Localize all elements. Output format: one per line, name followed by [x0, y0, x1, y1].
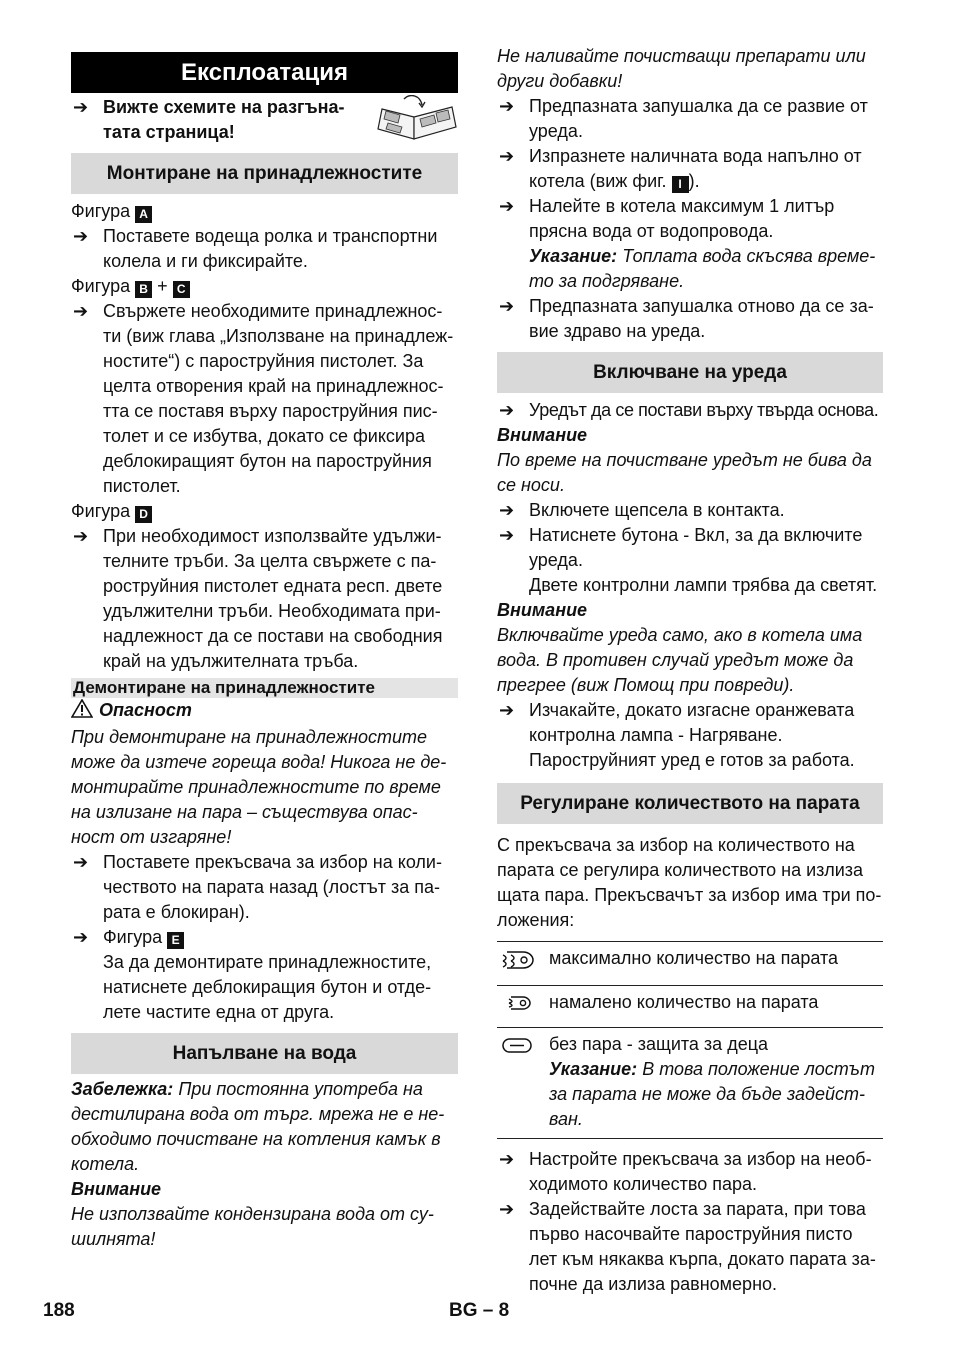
open-book-icon	[376, 95, 458, 148]
steam-intro: С прекъсвача за избор на количеството на парата се регулира количеството на излиза щата пара. Прекъсвачът за избор има три по-ложения:	[497, 835, 882, 930]
steam-row-reduced	[497, 986, 883, 1028]
arrow-icon: ➔	[73, 226, 89, 246]
step-text: Задействайте лоста за парата, при това първо насочвайте пароструйния писто лет към някаква кърпа, докато парата за-почне да излиза равномерно.	[529, 1199, 876, 1294]
figure-letter-a: A	[135, 206, 152, 223]
section-steam-title: Регулиране количеството на парата	[497, 783, 883, 824]
arrow-icon: ➔	[499, 525, 515, 545]
fill-step-pour	[497, 194, 883, 244]
step-text: Предпазната запушалка да се развие от уреда.	[529, 96, 868, 141]
figure-letter-i: I	[672, 176, 689, 193]
figure-bc-ref	[71, 274, 458, 299]
arrow-icon: ➔	[499, 700, 515, 720]
figure-letter-e: E	[167, 932, 184, 949]
demount-step-release: За да демонтирате принадлежностите, натиснете деблокиращия бутон и отде-лете частите една от друга.	[103, 952, 432, 1022]
attention-text-2: Включвайте уреда само, ако в котела има вода. В противен случай уредът може да прегрее (виж Помощ при повреди).	[497, 625, 863, 695]
mount-step-extension	[71, 524, 458, 674]
mount-step-wheels	[71, 224, 458, 274]
on-step-wait	[497, 698, 883, 748]
danger-label: Опасност	[99, 700, 192, 720]
subsection-demount-title: Демонтиране на принадлежностите	[71, 678, 458, 698]
arrow-icon: ➔	[73, 97, 89, 117]
figure-label: Фигура	[71, 276, 131, 296]
arrow-icon: ➔	[73, 301, 89, 321]
arrow-icon: ➔	[499, 1199, 515, 1219]
section-mounting-title: Монтиране на принадлежностите	[71, 153, 458, 194]
page-code: BG – 8	[449, 1300, 510, 1321]
see-figures-line2: тата страница!	[103, 122, 235, 142]
steam-settings-table	[497, 941, 883, 1139]
arrow-icon: ➔	[499, 196, 515, 216]
no-additives-note: Не наливайте почистващи препарати или други добавки!	[497, 46, 866, 91]
note-label: Указание:	[529, 246, 618, 266]
right-column	[497, 44, 883, 1297]
steam-row-off	[497, 1028, 883, 1139]
on-step-plug	[497, 498, 883, 523]
arrow-icon: ➔	[499, 400, 514, 420]
section-power-on-title: Включване на уреда	[497, 352, 883, 393]
steam-off-label: без пара - защита за деца	[549, 1034, 769, 1054]
steam-row-text: намалено количество на парата	[549, 992, 819, 1012]
danger-heading	[71, 698, 458, 725]
step-text: Изчакайте, докато изгасне оранжевата контролна лампа - Нагряване.	[529, 700, 855, 745]
attention-text-1: По време на почистване уредът не бива да се носи.	[497, 450, 872, 495]
note-label: Забележка:	[71, 1079, 174, 1099]
steam-row-text: максимално количество на парата	[549, 948, 839, 968]
arrow-icon: ➔	[73, 927, 89, 947]
figure-letter-c: C	[173, 281, 190, 298]
see-figures-row	[71, 95, 458, 145]
left-column	[71, 44, 458, 1252]
step-text: Налейте в котела максимум 1 литър прясна вода от водопровода.	[529, 196, 835, 241]
note-distilled-water	[71, 1077, 458, 1177]
step-text: Настройте прекъсвача за избор на необ-ходимото количество пара.	[529, 1149, 872, 1194]
steam-row-text	[549, 1032, 883, 1132]
steam-step-set	[497, 1147, 883, 1197]
step-text: Уредът да се постави върху твърда основа.	[529, 400, 879, 420]
figure-label: Фигура	[71, 501, 131, 521]
note-label: Указание:	[549, 1059, 638, 1079]
on-step-lamps: Двете контролни лампи трябва да светят.	[529, 575, 878, 595]
note-text: В това положение лостът за парата не може да бъде задейст-ван.	[549, 1059, 875, 1129]
demount-step-switch	[71, 850, 458, 925]
see-figures-line1: Вижте схемите на разгъна-	[103, 97, 345, 117]
see-figures-note	[71, 95, 363, 145]
arrow-icon: ➔	[499, 1149, 515, 1169]
fill-step-empty	[497, 144, 883, 194]
on-step-ready: Пароструйният уред е готов за работа.	[529, 750, 855, 770]
steam-reduced-icon	[497, 990, 549, 1021]
step-text: Свържете необходимите принадлежнос-ти (виж глава „Използване на принадлеж-ностите“) с пароструйния пистолет. За целта отворения край на принадлежнос-тта се поставя върху пароструйния пис-толет и се избутва, докато се фиксира деблокиращият бутон на пароструйния пистолет.	[103, 301, 454, 496]
figure-label: Фигура	[103, 927, 163, 947]
step-text: Включете щепсела в контакта.	[529, 500, 785, 520]
warning-triangle-icon	[71, 699, 93, 725]
arrow-icon: ➔	[499, 146, 515, 166]
danger-text: При демонтиране на принадлежностите може да изтече гореща вода! Никога не де-монтирайте принадлежностите по време на излизане на пара – съществува опас-ност от изгаряне!	[71, 727, 447, 847]
fill-step-unscrew	[497, 94, 883, 144]
attention-heading: Внимание	[71, 1179, 162, 1199]
on-step-button	[497, 523, 883, 573]
figure-d-ref	[71, 499, 458, 524]
mount-step-connect	[71, 299, 458, 499]
page-title: Експлоатация	[71, 52, 458, 93]
attention-text: Не използвайте кондензирана вода от су-шилнята!	[71, 1204, 434, 1249]
arrow-icon: ➔	[499, 296, 515, 316]
note-text: Топлата вода скъсява време-то за подгряване.	[529, 246, 876, 291]
step-text: Поставете водеща ролка и транспортни колела и ги фиксирайте.	[103, 226, 438, 271]
steam-off-icon	[497, 1032, 549, 1132]
section-filling-title: Напълване на вода	[71, 1033, 458, 1074]
step-text: Предпазната запушалка отново да се за-вие здраво на уреда.	[529, 296, 874, 341]
step-text: Поставете прекъсвача за избор на коли-чеството на парата назад (лостът за па-рата е блокиран).	[103, 852, 442, 922]
arrow-icon: ➔	[73, 526, 89, 546]
arrow-icon: ➔	[499, 500, 515, 520]
page-number: 188	[43, 1300, 75, 1321]
fill-step-close	[497, 294, 883, 344]
demount-figure-e	[71, 925, 458, 950]
step-text: Изпразнете наличната вода напълно от котела (виж фиг.	[529, 146, 862, 191]
attention-heading-1: Внимание	[497, 425, 588, 445]
arrow-icon: ➔	[499, 96, 515, 116]
steam-off-note	[549, 1059, 875, 1129]
steam-step-trigger	[497, 1197, 883, 1297]
plus-sign: +	[157, 276, 168, 296]
figure-letter-d: D	[135, 506, 152, 523]
on-step-surface	[497, 398, 883, 423]
figure-letter-b: B	[135, 281, 152, 298]
step-text: При необходимост използвайте удължи-телните тръби. За целта свържете с па-роструйния пистолет едната респ. двете удължителни тръби. Необходимата при-надлежност да се постави на свободния край на удължителната тръба.	[103, 526, 443, 671]
attention-heading-2: Внимание	[497, 600, 588, 620]
arrow-icon: ➔	[73, 852, 89, 872]
figure-a-ref	[71, 199, 458, 224]
note-text: При постоянна употреба на дестилирана вода от търг. мрежа не е не-обходимо почистване на котления камък в котела.	[71, 1079, 445, 1174]
steam-row-max	[497, 942, 883, 986]
figure-label: Фигура	[71, 201, 131, 221]
steam-max-icon	[497, 946, 549, 979]
step-text-end: ).	[688, 171, 700, 191]
step-text: Натиснете бутона - Вкл, за да включите уреда.	[529, 525, 863, 570]
fill-note-warm-water	[497, 244, 883, 294]
